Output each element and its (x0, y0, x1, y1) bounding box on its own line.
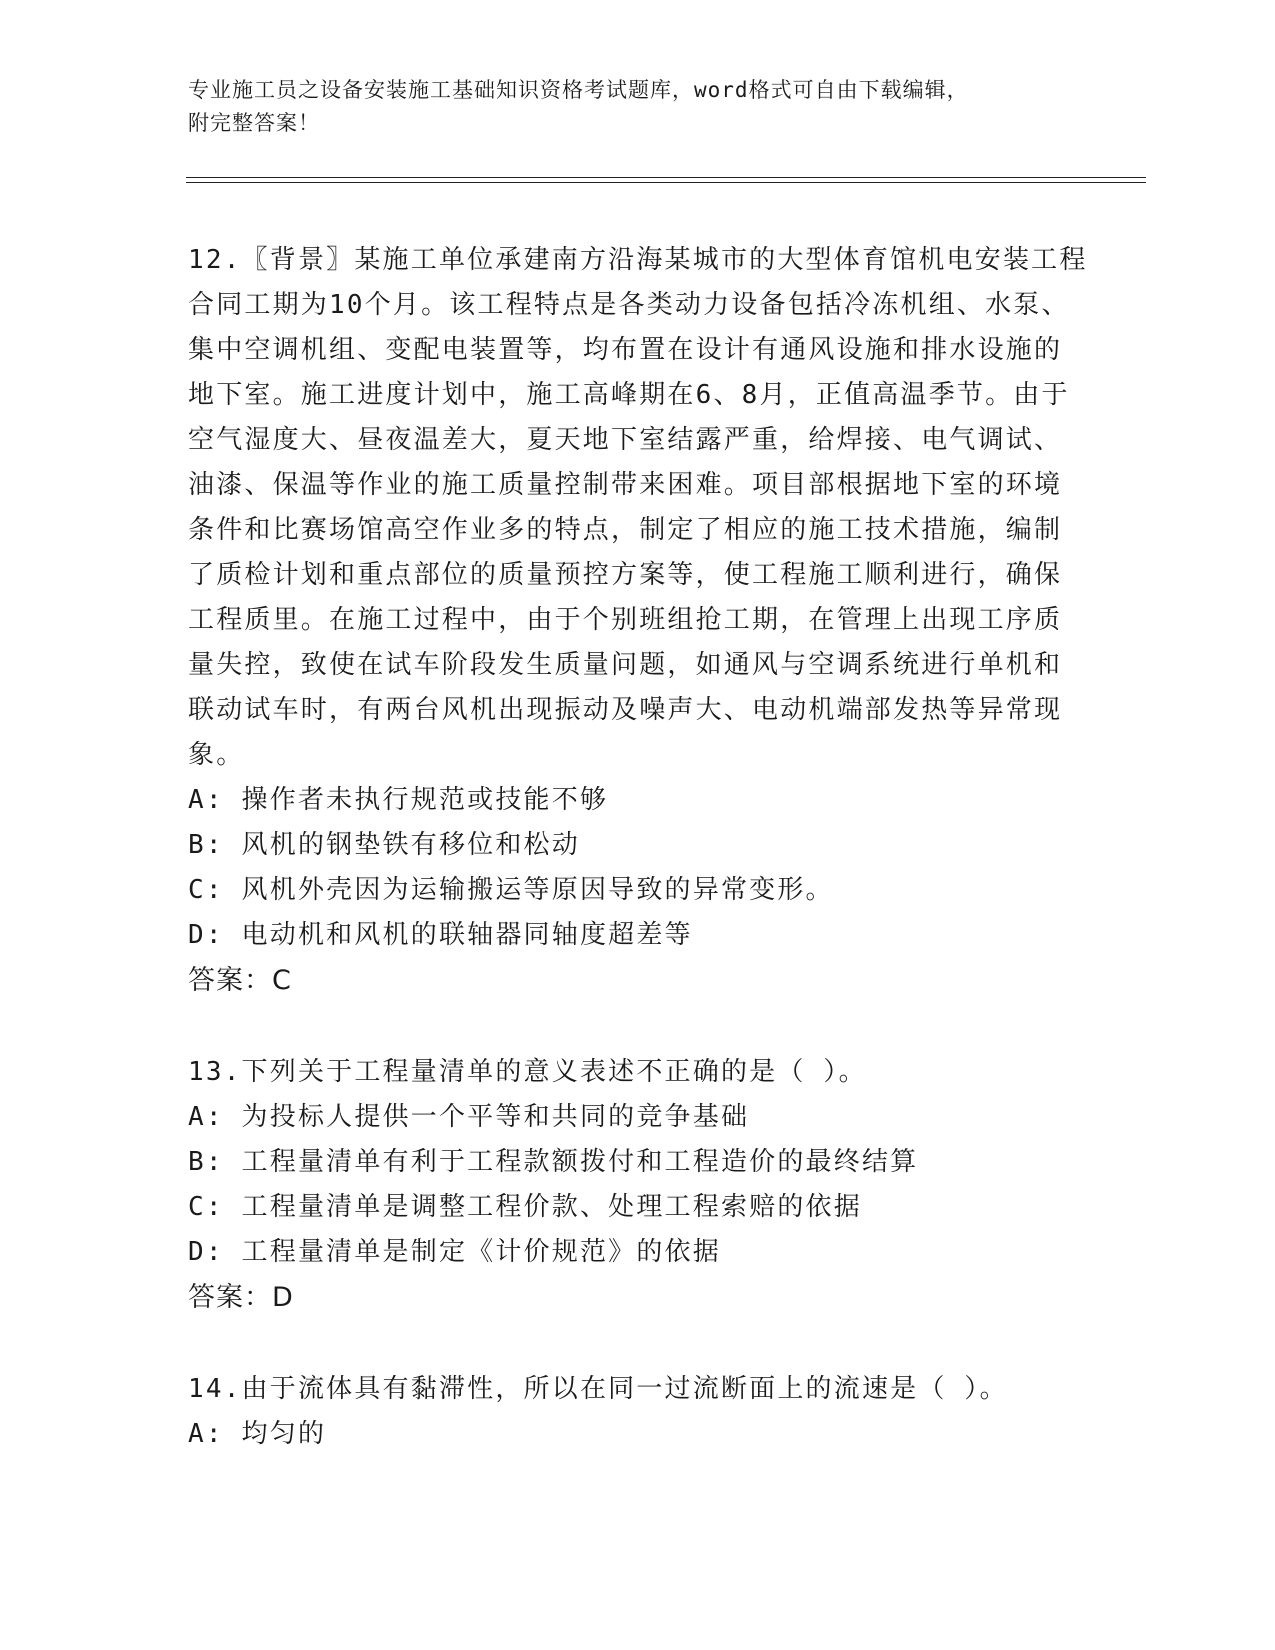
question-13 (188, 1050, 1088, 1320)
answer: 答案：D (188, 1282, 294, 1313)
option-c: C: 风机外壳因为运输搬运等原因导致的异常变形。 (188, 875, 834, 905)
question-stem: 13.下列关于工程量清单的意义表述不正确的是（ ）。 (188, 1057, 867, 1087)
option-a: A: 均匀的 (188, 1419, 327, 1449)
question-stem: 14.由于流体具有黏滞性，所以在同一过流断面上的流速是（ ）。 (188, 1374, 1008, 1404)
question-14 (188, 1367, 1088, 1457)
option-d: D: 工程量清单是制定《计价规范》的依据 (188, 1237, 721, 1267)
option-a: A: 操作者未执行规范或技能不够 (188, 785, 609, 815)
header-line-2: 附完整答案！ (188, 111, 320, 135)
spacer (188, 1320, 1088, 1367)
question-list (188, 238, 1088, 1457)
header-divider-bottom (186, 182, 1146, 183)
answer: 答案：C (188, 965, 292, 996)
question-12 (188, 238, 1088, 1003)
page-header (188, 74, 1068, 140)
option-a: A: 为投标人提供一个平等和共同的竞争基础 (188, 1102, 750, 1132)
option-d: D: 电动机和风机的联轴器同轴度超差等 (188, 920, 693, 950)
option-b: B: 工程量清单有利于工程款额拨付和工程造价的最终结算 (188, 1147, 919, 1177)
header-line-1: 专业施工员之设备安装施工基础知识资格考试题库，word格式可自由下载编辑， (188, 78, 969, 102)
option-c: C: 工程量清单是调整工程价款、处理工程索赔的依据 (188, 1192, 862, 1222)
option-b: B: 风机的钢垫铁有移位和松动 (188, 830, 580, 860)
question-stem: 12.〖背景〗某施工单位承建南方沿海某城市的大型体育馆机电安装工程合同工期为10个月。该工程特点是各类动力设备包括冷冻机组、水泵、集中空调机组、变配电装置等，均布置在设计有通风设施和排水设施的地下室。施工进度计划中，施工高峰期在6、8月，正值高温季节。由于空气湿度大、昼夜温差大，夏天地下室结露严重，给焊接、电气调试、油漆、保温等作业的施工质量控制带来困难。项目部根据地下室的环境条件和比赛场馆高空作业多的特点，制定了相应的施工技术措施，编制了质检计划和重点部位的质量预控方案等，使工程施工顺利进行，确保工程质里。在施工过程中，由于个别班组抢工期，在管理上出现工序质量失控，致使在试车阶段发生质量问题，如通风与空调系统进行单机和联动试车时，有两台风机出现振动及噪声大、电动机端部发热等异常现象。 (188, 245, 1088, 770)
header-divider-top (186, 177, 1146, 178)
spacer (188, 1003, 1088, 1050)
